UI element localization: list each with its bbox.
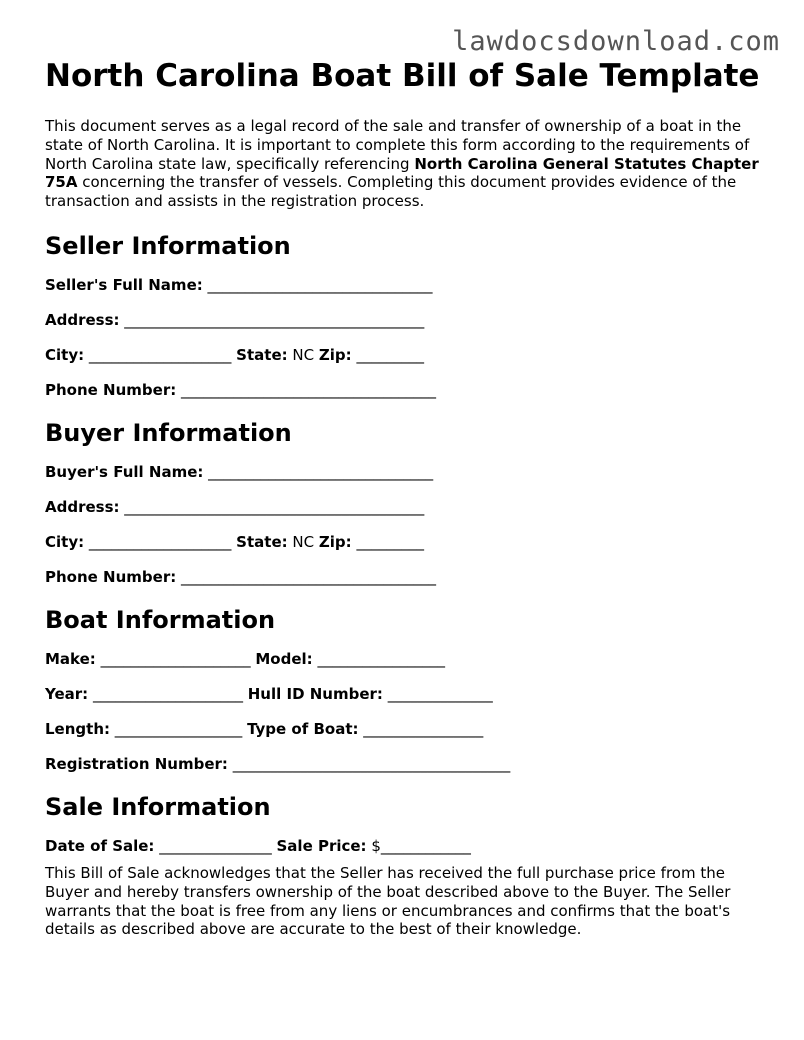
page-title: North Carolina Boat Bill of Sale Template — [45, 58, 760, 94]
seller-city-field[interactable]: ___________________ — [88, 345, 232, 364]
buyer-phone-field[interactable]: __________________________________ — [181, 567, 437, 586]
boat-make-field[interactable]: ____________________ — [100, 649, 251, 668]
buyer-heading: Buyer Information — [45, 418, 292, 447]
buyer-city-label: City: — [45, 532, 85, 551]
boat-registration-label: Registration Number: — [45, 754, 228, 773]
closing-paragraph: This Bill of Sale acknowledges that the Seller has received the full purchase price from the Buyer and hereby transfers ownership of the boat described above to the Buyer. The Seller warrants that the boat is free from any liens or encumbrances and confirms that the boat's details as described above are accurate to the best of their knowledge. — [45, 863, 731, 939]
seller-name-field[interactable]: ______________________________ — [207, 275, 433, 294]
boat-hull-label: Hull ID Number: — [247, 684, 383, 703]
seller-address-label: Address: — [45, 310, 120, 329]
buyer-name-label: Buyer's Full Name: — [45, 462, 204, 481]
boat-make-label: Make: — [45, 649, 96, 668]
boat-registration-field[interactable]: _____________________________________ — [232, 754, 511, 773]
boat-year-label: Year: — [45, 684, 89, 703]
seller-zip-field[interactable]: _________ — [356, 345, 424, 364]
buyer-phone-row — [45, 568, 765, 586]
boat-hull-field[interactable]: ______________ — [387, 684, 493, 703]
buyer-city-row — [45, 533, 765, 551]
boat-model-field[interactable]: _________________ — [317, 649, 445, 668]
intro-paragraph — [45, 117, 765, 211]
buyer-address-field[interactable]: ________________________________________ — [124, 497, 425, 516]
watermark: lawdocsdownload.com — [452, 26, 780, 57]
seller-address-row — [45, 311, 765, 329]
seller-phone-label: Phone Number: — [45, 380, 177, 399]
seller-state-label: State: — [236, 345, 288, 364]
seller-phone-row — [45, 381, 765, 399]
seller-zip-label: Zip: — [318, 345, 352, 364]
sale-details-row — [45, 837, 765, 855]
boat-make-row — [45, 650, 765, 668]
buyer-state-value: NC — [292, 532, 315, 551]
boat-length-label: Length: — [45, 719, 110, 738]
buyer-address-row — [45, 498, 765, 516]
boat-type-field[interactable]: ________________ — [363, 719, 484, 738]
buyer-zip-field[interactable]: _________ — [356, 532, 424, 551]
boat-heading: Boat Information — [45, 605, 276, 634]
boat-year-field[interactable]: ____________________ — [92, 684, 243, 703]
buyer-state-label: State: — [236, 532, 288, 551]
seller-address-field[interactable]: ________________________________________ — [124, 310, 425, 329]
buyer-phone-label: Phone Number: — [45, 567, 177, 586]
buyer-zip-label: Zip: — [318, 532, 352, 551]
sale-heading: Sale Information — [45, 792, 271, 821]
boat-type-label: Type of Boat: — [247, 719, 359, 738]
boat-registration-row — [45, 755, 765, 773]
seller-phone-field[interactable]: __________________________________ — [181, 380, 437, 399]
seller-city-label: City: — [45, 345, 85, 364]
buyer-name-row — [45, 463, 765, 481]
seller-city-row — [45, 346, 765, 364]
document-page — [45, 58, 765, 939]
sale-price-label: Sale Price: — [276, 836, 367, 855]
boat-length-row — [45, 720, 765, 738]
sale-date-label: Date of Sale: — [45, 836, 155, 855]
seller-name-label: Seller's Full Name: — [45, 275, 203, 294]
seller-name-row — [45, 276, 765, 294]
intro-text-1: This document serves as a legal record of the sale and transfer of ownership of a boat in the state of North Carolina. It is important to complete this form according to the requirements of North Carolina state law, specifically referencing — [45, 117, 750, 173]
sale-price-field[interactable]: $____________ — [371, 836, 471, 855]
seller-heading: Seller Information — [45, 231, 291, 260]
sale-date-field[interactable]: _______________ — [159, 836, 272, 855]
buyer-city-field[interactable]: ___________________ — [88, 532, 232, 551]
intro-text-2: concerning the transfer of vessels. Completing this document provides evidence of the transaction and assists in the registration process. — [45, 173, 737, 211]
seller-state-value: NC — [292, 345, 315, 364]
intro-statute: North Carolina General Statutes Chapter 75A — [45, 154, 759, 192]
boat-year-row — [45, 685, 765, 703]
boat-length-field[interactable]: _________________ — [114, 719, 243, 738]
buyer-name-field[interactable]: ______________________________ — [208, 462, 434, 481]
boat-model-label: Model: — [255, 649, 313, 668]
buyer-address-label: Address: — [45, 497, 120, 516]
